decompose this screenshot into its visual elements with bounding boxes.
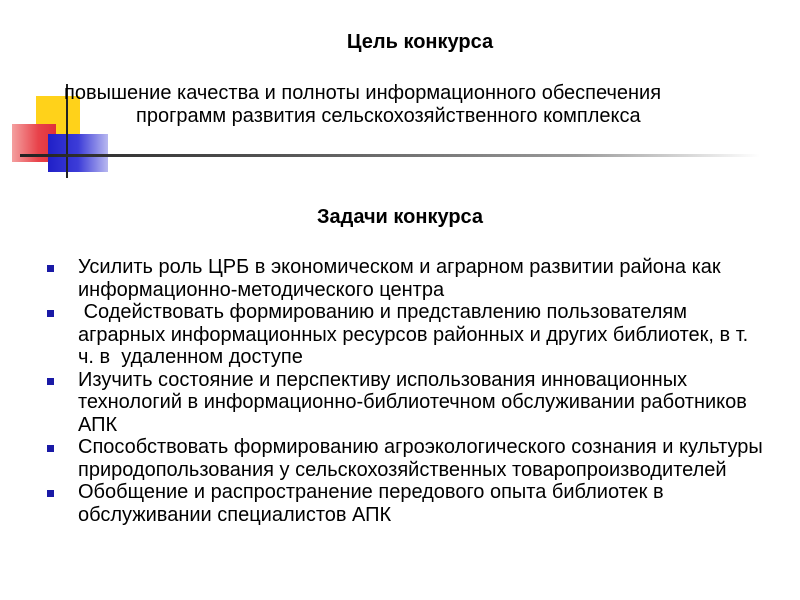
list-item <box>46 369 766 437</box>
square-bullet-icon <box>47 445 54 452</box>
task-text: Обобщение и распространение передового опыта библиотек в обслуживании специалистов АПК <box>78 481 664 526</box>
goal-text <box>64 82 764 128</box>
decor-blue-square <box>48 134 108 172</box>
task-text: Способствовать формированию агроэкологического сознания и культуры природопользования у сельскохозяйственных товаропроизводителей <box>78 436 763 481</box>
list-item <box>46 301 766 369</box>
square-bullet-icon <box>47 310 54 317</box>
list-item <box>46 256 766 301</box>
tasks-title: Задачи конкурса <box>316 206 484 228</box>
square-bullet-icon <box>47 490 54 497</box>
goal-text-line-2: программ развития сельскохозяйственного комплекса <box>136 105 641 127</box>
goal-title: Цель конкурса <box>346 31 494 53</box>
square-bullet-icon <box>47 378 54 385</box>
tasks-list <box>46 256 766 526</box>
goal-text-line-1: повышение качества и полноты информационного обеспечения <box>64 82 662 104</box>
list-item <box>46 481 766 526</box>
list-item <box>46 436 766 481</box>
task-text: Усилить роль ЦРБ в экономическом и аграрном развитии района как информационно-методического центра <box>78 256 721 301</box>
square-bullet-icon <box>47 265 54 272</box>
task-text: Содействовать формированию и представлению пользователям аграрных информационных ресурсов районных и других библиотек, в т. ч. в удаленном доступе <box>78 301 754 368</box>
title-divider <box>20 154 760 157</box>
task-text: Изучить состояние и перспективу использования инновационных технологий в информационно-библиотечном обслуживании работников АПК <box>78 368 747 436</box>
